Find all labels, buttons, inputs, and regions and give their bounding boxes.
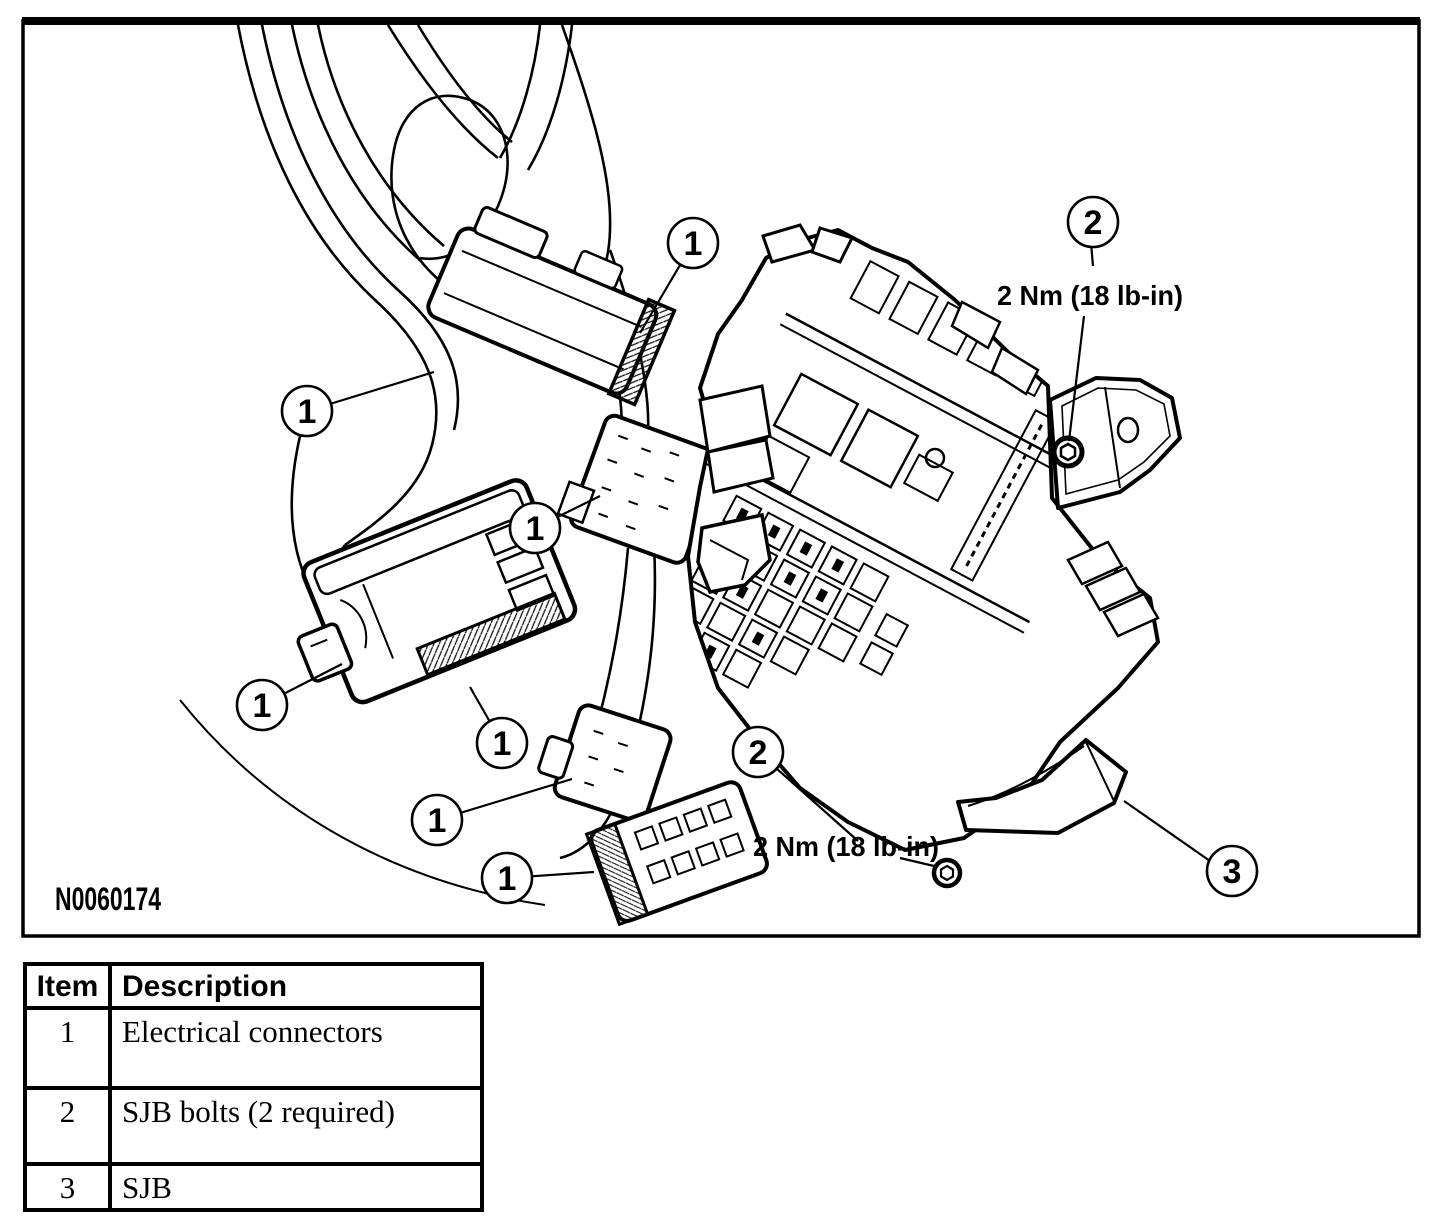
item-number: 3 <box>25 1164 110 1210</box>
item-description: SJB <box>110 1164 482 1210</box>
table-header-row <box>25 964 482 1008</box>
torque-note-bottom: 2 Nm (18 lb-in) <box>753 831 939 862</box>
callout-label: 3 <box>1222 853 1242 891</box>
column-header-description: Description <box>110 964 482 1008</box>
callout-1-bottom-left <box>412 795 462 845</box>
connector-bottom-upper <box>532 696 673 823</box>
callout-label: 1 <box>492 725 512 763</box>
callout-1-upper-left <box>282 386 332 436</box>
callout-label: 1 <box>683 225 703 263</box>
callout-2-top <box>1068 197 1118 247</box>
callout-label: 1 <box>297 393 317 431</box>
callout-label: 1 <box>252 687 272 725</box>
table-row <box>25 1008 482 1088</box>
item-number: 1 <box>25 1008 110 1088</box>
callout-2-bottom <box>733 727 783 777</box>
item-description: SJB bolts (2 required) <box>110 1088 482 1164</box>
connector-top <box>424 201 683 405</box>
callout-3 <box>1207 846 1257 896</box>
table-row <box>25 1088 482 1164</box>
bolt-top <box>1054 438 1082 466</box>
figure-id: N0060174 <box>55 881 162 917</box>
callout-label: 2 <box>1083 204 1103 242</box>
callout-1-left <box>237 680 287 730</box>
callout-1-top <box>668 218 718 268</box>
callout-label: 1 <box>525 510 545 548</box>
torque-note-top: 2 Nm (18 lb-in) <box>997 280 1183 311</box>
callout-label: 2 <box>748 734 768 772</box>
callout-1-bottom <box>482 853 532 903</box>
callout-label: 1 <box>427 802 447 840</box>
table-row <box>25 1164 482 1210</box>
callout-1-lower-left <box>477 718 527 768</box>
callout-label: 1 <box>497 860 517 898</box>
column-header-item: Item <box>25 964 110 1008</box>
item-number: 2 <box>25 1088 110 1164</box>
callout-1-middle <box>510 503 560 553</box>
item-description: Electrical connectors <box>110 1008 482 1088</box>
bolt-bottom <box>934 860 960 886</box>
legend-table <box>23 962 484 1212</box>
